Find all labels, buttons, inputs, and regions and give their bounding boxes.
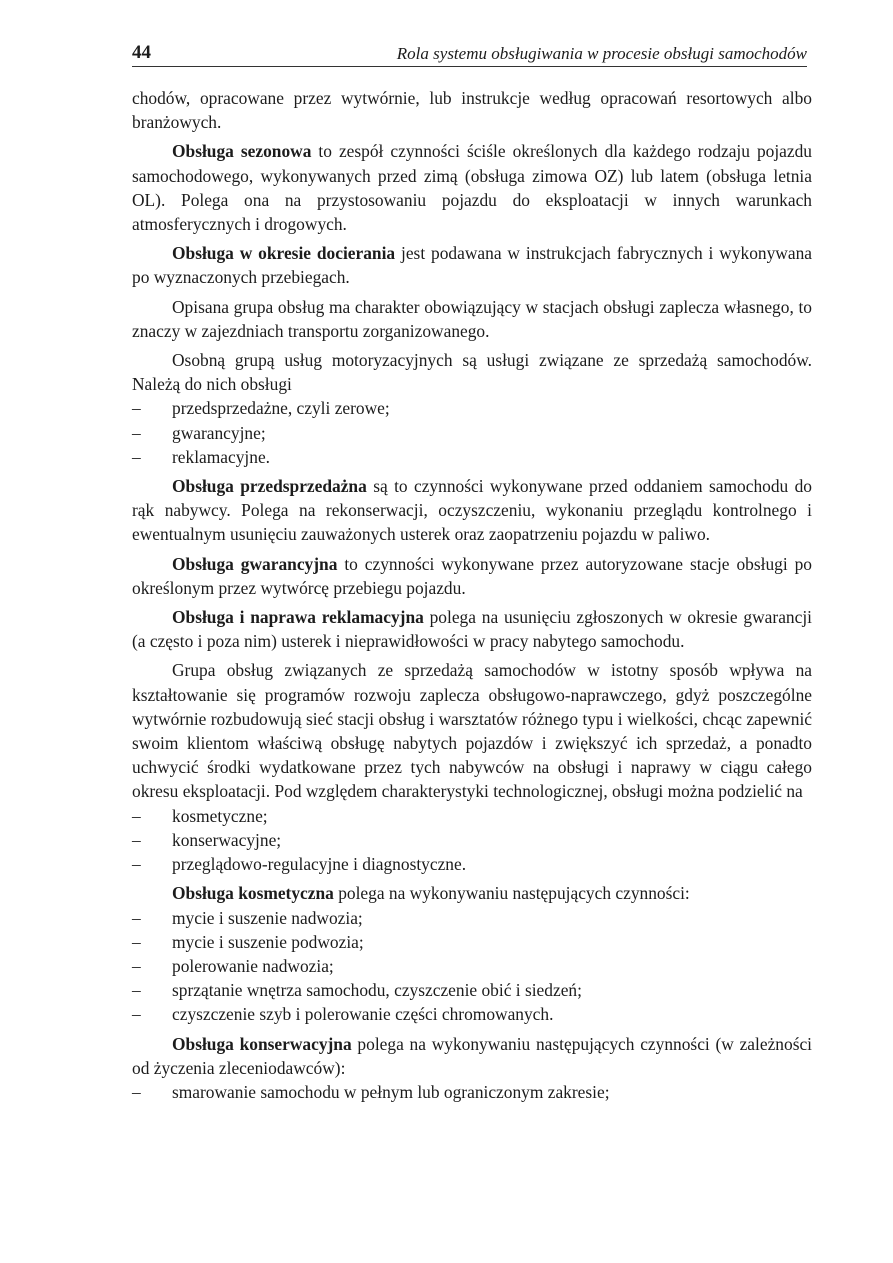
list-item: – mycie i suszenie nadwozia; <box>132 906 812 930</box>
paragraph-continuation: chodów, opracowane przez wytwórnie, lub instrukcje według opracowań resortowych albo branżowych. <box>132 88 812 133</box>
list-item: – mycie i suszenie podwozia; <box>132 930 812 954</box>
definition-text: to czynności wykonywane przez autoryzowane stacje obsługi po określonym przez wytwórcę przebiegu pojazdu. <box>132 553 812 598</box>
definition-text: polega na usunięciu zgłoszonych w okresie gwarancji (a często i poza nim) usterek i nieprawidłowości w pracy nabytego samochodu. <box>132 607 812 652</box>
list-item: – sprzątanie wnętrza samochodu, czyszczenie obić i siedzeń; <box>132 978 812 1002</box>
term-obsluga-gwarancyjna: Obsługa gwarancyjna <box>172 553 338 574</box>
definition-text: jest podawana w instrukcjach fabrycznych i wykonywana po wyznaczonych przebiegach. <box>132 243 812 288</box>
page-number: 44 <box>132 42 151 63</box>
paragraph-obsluga-kosmetyczna <box>132 881 812 905</box>
paragraph-uslugi-sprzedazowe: Osobną grupą usług motoryzacyjnych są usługi związane ze sprzedażą samochodów. Należą do nich obsługi <box>132 350 812 395</box>
definition-text: to zespół czynności ściśle określonych dla każdego rodzaju pojazdu samochodowego, wykonywanych przed zimą (obsługa zimowa OZ) lub latem (obsługa letnia OL). Polega ona na przystosowaniu pojazdu do eksploatacji w innych warunkach atmosferycznych i drogowych. <box>132 141 813 235</box>
paragraph-obsluga-przedsprzedazna <box>132 474 812 547</box>
term-obsluga-konserwacyjna: Obsługa konserwacyjna <box>172 1033 352 1054</box>
list-item: – kosmetyczne; <box>132 804 812 828</box>
list-item: – przeglądowo-regulacyjne i diagnostyczne. <box>132 852 812 876</box>
term-obsluga-sezonowa: Obsługa sezonowa <box>172 141 312 162</box>
paragraph-obsluga-docierania <box>132 241 812 289</box>
definition-text: są to czynności wykonywane przed oddaniem samochodu do rąk nabywcy. Polega na rekonserwacji, oczyszczeniu, wykonaniu przeglądu kontrolnego i ewentualnym usunięciu zauważonych usterek oraz zaopatrzeniu pojazdu w paliwo. <box>132 476 813 545</box>
term-obsluga-docierania: Obsługa w okresie docierania <box>172 243 396 264</box>
definition-text: polega na wykonywaniu następujących czynności (w zależności od życzenia zleceniodawców): <box>132 1033 813 1078</box>
page-header <box>132 42 807 67</box>
term-obsluga-kosmetyczna: Obsługa kosmetyczna <box>172 883 334 904</box>
paragraph-grupa-obslug-zaplecza: Opisana grupa obsług ma charakter obowiązujący w stacjach obsługi zaplecza własnego, to znaczy w zajezdniach transportu zorganizowanego. <box>132 296 812 341</box>
list-obslugi-sprzedazowe <box>132 396 812 469</box>
list-obsluga-kosmetyczna <box>132 906 812 1027</box>
list-item: – konserwacyjne; <box>132 828 812 852</box>
definition-text: polega na wykonywaniu następujących czynności: <box>333 883 690 904</box>
paragraph-obsluga-gwarancyjna <box>132 552 812 600</box>
paragraph-grupa-obslug-sprzedaz: Grupa obsług związanych ze sprzedażą samochodów w istotny sposób wpływa na kształtowanie się programów rozwoju zaplecza obsługowo-naprawczego, gdyż poszczególne wytwórnie rozbudowują sieć stacji obsług i warsztatów różnego typu i wielkości, chcąc zapewnić swoim klientom właściwą obsługę nabytych pojazdów i zwiększyć ich sprzedaż, a ponadto uchwycić środki wydatkowane przez tych nabywców na obsługi i naprawy w ciągu całego okresu eksploatacji. Pod względem charakterystyki technologicznej, obsługi można podzielić na <box>132 660 812 802</box>
page-body <box>132 86 812 1104</box>
list-podzial-obslug <box>132 804 812 877</box>
list-item: – polerowanie nadwozia; <box>132 954 812 978</box>
list-item: – gwarancyjne; <box>132 421 812 445</box>
paragraph-obsluga-reklamacyjna <box>132 605 812 653</box>
list-item: – przedsprzedażne, czyli zerowe; <box>132 396 812 420</box>
list-item: – reklamacyjne. <box>132 445 812 469</box>
term-obsluga-przedsprzedazna: Obsługa przedsprzedażna <box>172 476 367 497</box>
term-obsluga-reklamacyjna: Obsługa i naprawa reklamacyjna <box>172 607 424 628</box>
list-item: – smarowanie samochodu w pełnym lub ograniczonym zakresie; <box>132 1080 812 1104</box>
list-item: – czyszczenie szyb i polerowanie części chromowanych. <box>132 1002 812 1026</box>
paragraph-obsluga-konserwacyjna <box>132 1032 812 1080</box>
paragraph-obsluga-sezonowa <box>132 139 812 236</box>
running-title: Rola systemu obsługiwania w procesie obsługi samochodów <box>396 44 807 63</box>
list-obsluga-konserwacyjna <box>132 1080 812 1104</box>
